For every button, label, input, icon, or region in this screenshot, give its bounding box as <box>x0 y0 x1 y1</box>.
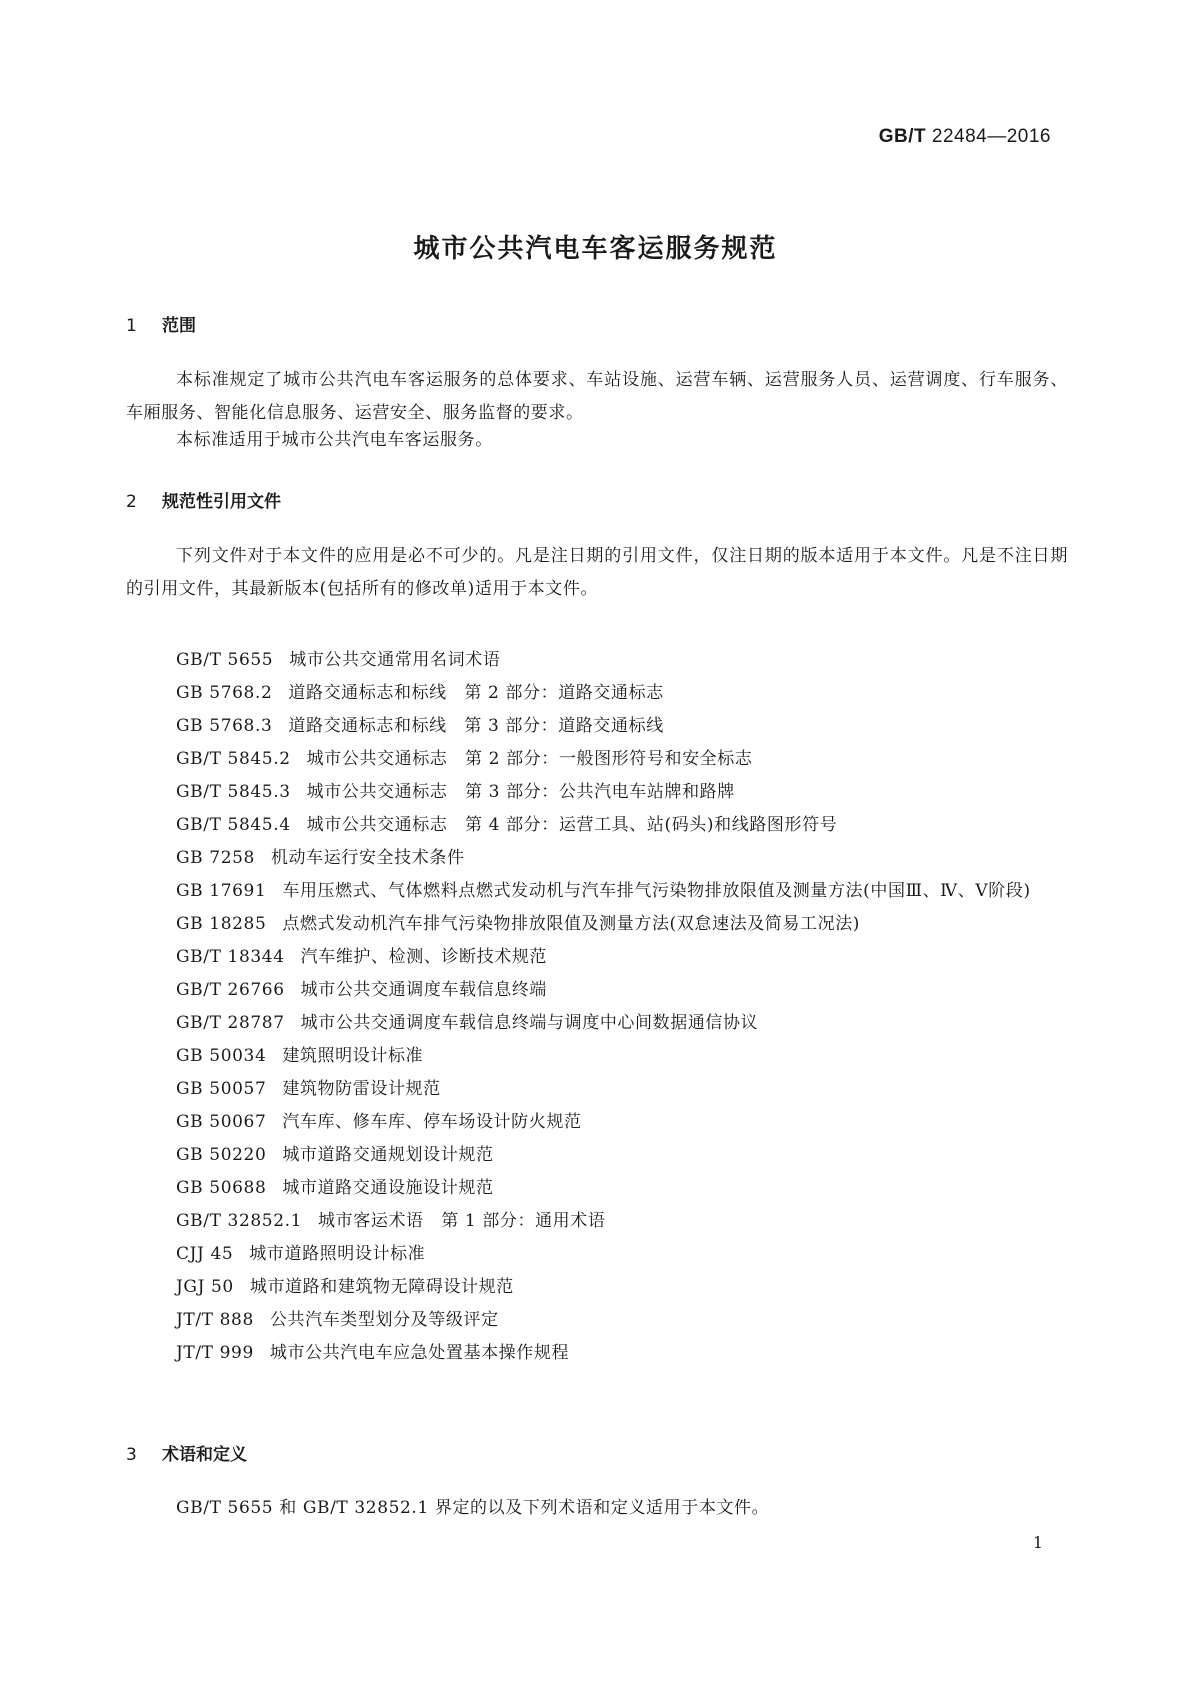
reference-item <box>126 1337 1068 1370</box>
reference-item <box>126 710 1068 743</box>
reference-title: 城市客运术语 第 1 部分：通用术语 <box>318 1211 606 1231</box>
reference-title: 汽车库、修车库、停车场设计防火规范 <box>282 1112 582 1132</box>
reference-item <box>126 1304 1068 1337</box>
reference-code: GB 5768.2 <box>176 683 273 703</box>
reference-title: 汽车维护、检测、诊断技术规范 <box>300 947 548 967</box>
normative-references-list <box>126 644 1068 1370</box>
reference-code: GB 50220 <box>176 1145 267 1165</box>
reference-code: CJJ 45 <box>176 1244 234 1264</box>
reference-code: GB/T 18344 <box>176 947 285 967</box>
reference-item <box>126 677 1068 710</box>
reference-title: 公共汽车类型划分及等级评定 <box>269 1310 499 1330</box>
reference-title: 车用压燃式、气体燃料点燃式发动机与汽车排气污染物排放限值及测量方法(中国Ⅲ、Ⅳ、Ⅴ阶段) <box>282 881 1031 901</box>
reference-code: JT/T 999 <box>176 1343 254 1363</box>
reference-code: GB 5768.3 <box>176 716 273 736</box>
reference-title: 城市道路照明设计标准 <box>249 1244 426 1264</box>
section-2-intro: 下列文件对于本文件的应用是必不可少的。凡是注日期的引用文件，仅注日期的版本适用于本文件。凡是不注日期的引用文件，其最新版本(包括所有的修改单)适用于本文件。 <box>126 546 1068 599</box>
reference-item <box>126 1238 1068 1271</box>
reference-item <box>126 908 1068 941</box>
reference-item <box>126 644 1068 677</box>
reference-code: GB 18285 <box>176 914 267 934</box>
section-3-paragraph: GB/T 5655 和 GB/T 32852.1 界定的以及下列术语和定义适用于本文件。 <box>176 1498 770 1518</box>
reference-code: GB 7258 <box>176 848 255 868</box>
section-3-number: 3 <box>126 1445 137 1465</box>
reference-item <box>126 743 1068 776</box>
reference-title: 城市公共交通调度车载信息终端 <box>300 980 548 1000</box>
section-1-title: 范围 <box>162 316 196 336</box>
reference-code: GB/T 32852.1 <box>176 1211 303 1231</box>
reference-title: 建筑物防雷设计规范 <box>282 1079 441 1099</box>
reference-item <box>126 842 1068 875</box>
reference-code: GB 50067 <box>176 1112 267 1132</box>
reference-title: 城市公共交通标志 第 3 部分：公共汽电车站牌和路牌 <box>306 782 735 802</box>
reference-code: GB/T 26766 <box>176 980 285 1000</box>
reference-item <box>126 1271 1068 1304</box>
reference-code: GB 50034 <box>176 1046 267 1066</box>
reference-item <box>126 1073 1068 1106</box>
reference-code: JGJ 50 <box>176 1277 234 1297</box>
reference-title: 道路交通标志和标线 第 2 部分：道路交通标志 <box>288 683 664 703</box>
reference-title: 城市公共交通常用名词术语 <box>289 650 501 670</box>
section-1-paragraph-1: 本标准规定了城市公共汽电车客运服务的总体要求、车站设施、运营车辆、运营服务人员、运营调度、行车服务、车厢服务、智能化信息服务、运营安全、服务监督的要求。 <box>126 370 1068 423</box>
reference-title: 城市公共交通标志 第 2 部分：一般图形符号和安全标志 <box>306 749 753 769</box>
reference-code: GB/T 5845.2 <box>176 749 291 769</box>
reference-code: JT/T 888 <box>176 1310 254 1330</box>
reference-item <box>126 809 1068 842</box>
reference-code: GB/T 28787 <box>176 1013 285 1033</box>
reference-title: 城市道路交通设施设计规范 <box>282 1178 494 1198</box>
reference-item <box>126 875 1068 908</box>
reference-title: 建筑照明设计标准 <box>282 1046 424 1066</box>
section-2-number: 2 <box>126 492 137 512</box>
reference-code: GB 50688 <box>176 1178 267 1198</box>
section-3-heading <box>126 1440 247 1465</box>
reference-code: GB/T 5655 <box>176 650 274 670</box>
section-1-heading <box>126 311 196 336</box>
page-number: 1 <box>1032 1533 1043 1552</box>
reference-item <box>126 1007 1068 1040</box>
section-2-title: 规范性引用文件 <box>162 492 281 512</box>
reference-title: 城市公共交通标志 第 4 部分：运营工具、站(码头)和线路图形符号 <box>306 815 838 835</box>
reference-title: 城市公共汽电车应急处置基本操作规程 <box>269 1343 570 1363</box>
reference-title: 点燃式发动机汽车排气污染物排放限值及测量方法(双怠速法及简易工况法) <box>282 914 861 934</box>
reference-code: GB/T 5845.4 <box>176 815 291 835</box>
reference-item <box>126 1205 1068 1238</box>
standard-code-number: 22484—2016 <box>931 126 1051 147</box>
reference-item <box>126 974 1068 1007</box>
section-3-title: 术语和定义 <box>162 1445 247 1465</box>
reference-item <box>126 1172 1068 1205</box>
reference-code: GB 17691 <box>176 881 267 901</box>
section-1-number: 1 <box>126 316 137 336</box>
reference-item <box>126 776 1068 809</box>
reference-item <box>126 1040 1068 1073</box>
standard-code-prefix: GB/T <box>878 126 927 147</box>
reference-title: 城市公共交通调度车载信息终端与调度中心间数据通信协议 <box>300 1013 759 1033</box>
document-title: 城市公共汽电车客运服务规范 <box>413 234 778 264</box>
reference-item <box>126 1106 1068 1139</box>
section-1-paragraph-2: 本标准适用于城市公共汽电车客运服务。 <box>176 430 493 450</box>
reference-code: GB 50057 <box>176 1079 267 1099</box>
reference-title: 机动车运行安全技术条件 <box>270 848 465 868</box>
reference-item <box>126 941 1068 974</box>
reference-title: 道路交通标志和标线 第 3 部分：道路交通标线 <box>288 716 664 736</box>
reference-title: 城市道路和建筑物无障碍设计规范 <box>249 1277 514 1297</box>
reference-title: 城市道路交通规划设计规范 <box>282 1145 494 1165</box>
section-2-heading <box>126 487 281 512</box>
reference-code: GB/T 5845.3 <box>176 782 291 802</box>
reference-item <box>126 1139 1068 1172</box>
standard-code <box>879 126 1051 148</box>
